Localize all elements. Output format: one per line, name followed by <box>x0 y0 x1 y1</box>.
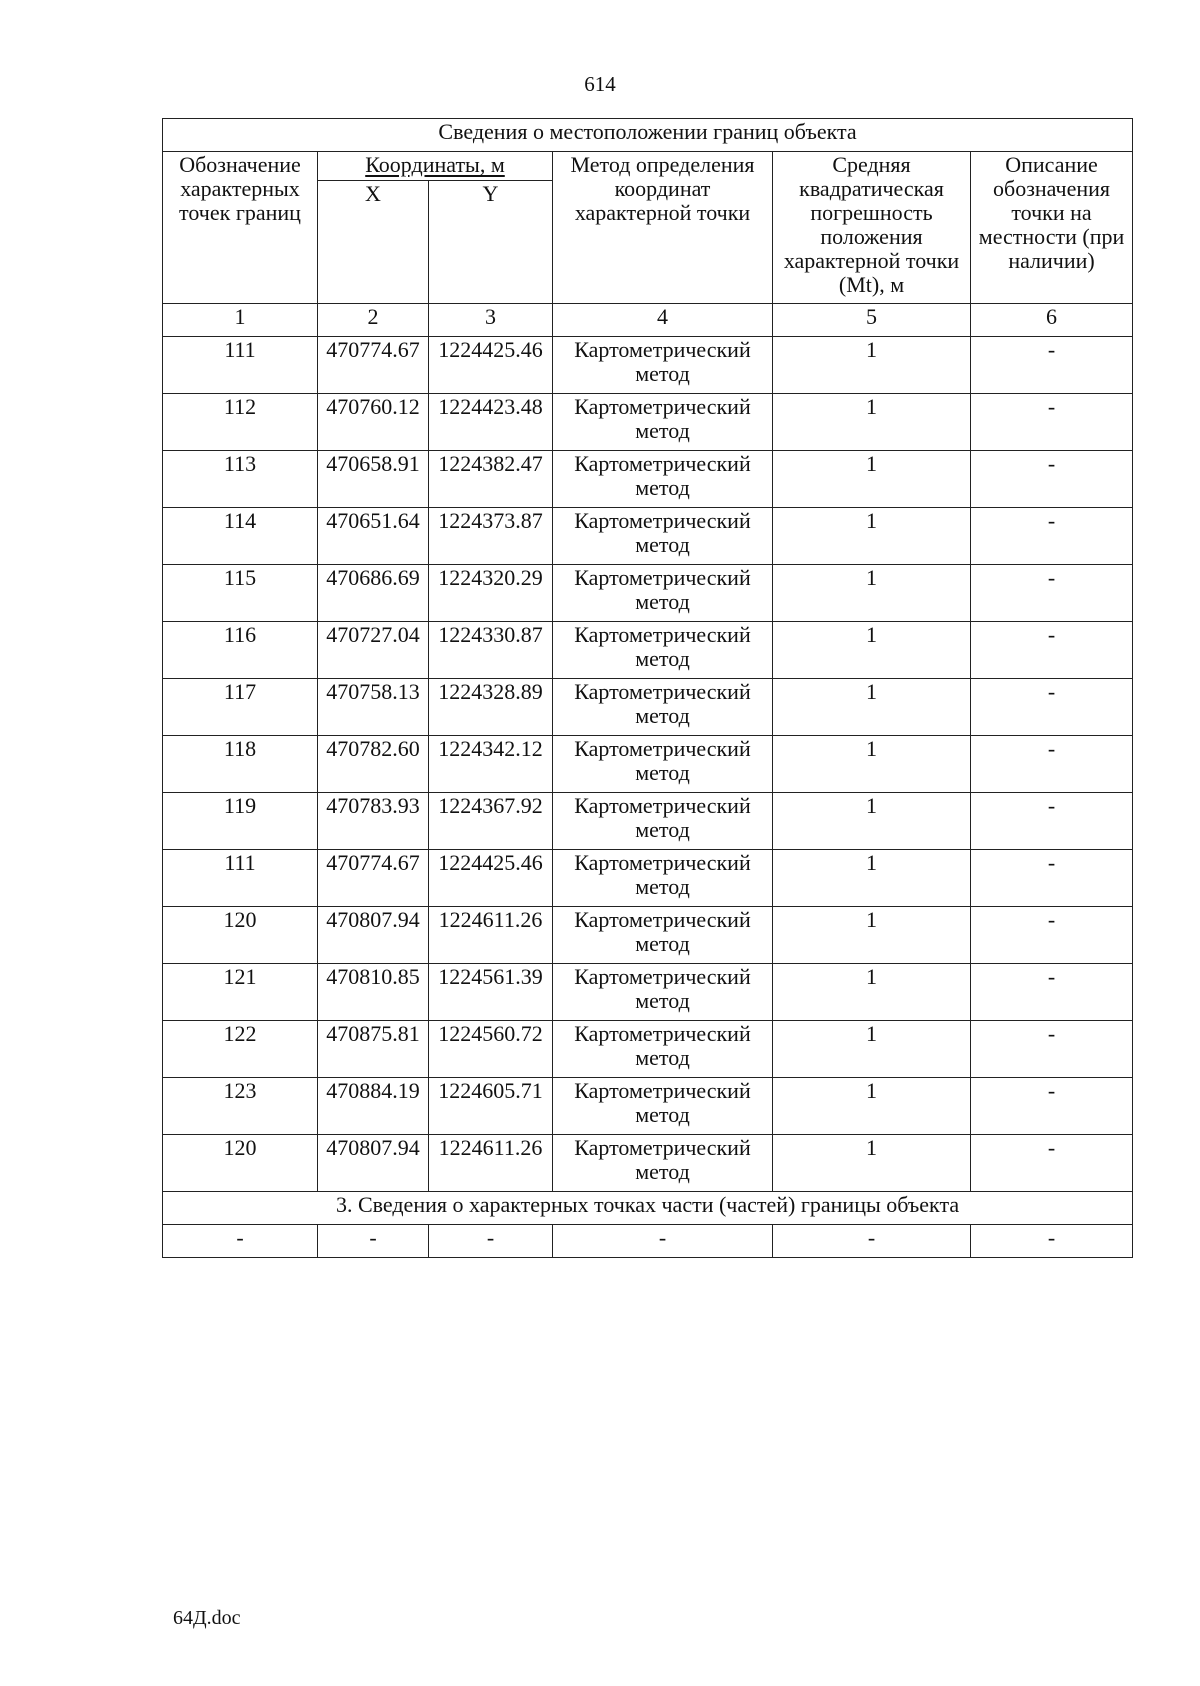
table-row <box>163 451 1133 508</box>
section-3-title: 3. Сведения о характерных точках части (частей) границы объекта <box>163 1192 1133 1225</box>
cell-point: 119 <box>163 793 318 850</box>
table-row <box>163 622 1133 679</box>
cell-method: Картометрический метод <box>553 394 773 451</box>
cell-point: 120 <box>163 907 318 964</box>
cell-x: 470782.60 <box>318 736 429 793</box>
section-3-cell: - <box>429 1225 553 1258</box>
cell-y: 1224611.26 <box>429 907 553 964</box>
header-error: Средняя квадратическая погрешность положения характерной точки (Mt), м <box>773 152 971 304</box>
cell-point: 111 <box>163 337 318 394</box>
column-number: 2 <box>318 304 429 337</box>
cell-description: - <box>971 850 1133 907</box>
section-3-row <box>163 1225 1133 1258</box>
cell-point: 111 <box>163 850 318 907</box>
cell-y: 1224330.87 <box>429 622 553 679</box>
cell-error: 1 <box>773 1135 971 1192</box>
cell-x: 470774.67 <box>318 850 429 907</box>
cell-x: 470884.19 <box>318 1078 429 1135</box>
cell-error: 1 <box>773 964 971 1021</box>
cell-y: 1224425.46 <box>429 850 553 907</box>
cell-description: - <box>971 736 1133 793</box>
cell-description: - <box>971 451 1133 508</box>
table-row <box>163 907 1133 964</box>
cell-error: 1 <box>773 622 971 679</box>
cell-method: Картометрический метод <box>553 451 773 508</box>
cell-error: 1 <box>773 907 971 964</box>
cell-error: 1 <box>773 394 971 451</box>
cell-point: 120 <box>163 1135 318 1192</box>
table-row <box>163 1078 1133 1135</box>
cell-x: 470783.93 <box>318 793 429 850</box>
cell-description: - <box>971 907 1133 964</box>
cell-x: 470807.94 <box>318 1135 429 1192</box>
cell-y: 1224423.48 <box>429 394 553 451</box>
section-3-cell: - <box>971 1225 1133 1258</box>
cell-x: 470760.12 <box>318 394 429 451</box>
cell-description: - <box>971 679 1133 736</box>
cell-x: 470774.67 <box>318 337 429 394</box>
cell-description: - <box>971 964 1133 1021</box>
cell-method: Картометрический метод <box>553 907 773 964</box>
section-3-cell: - <box>163 1225 318 1258</box>
cell-error: 1 <box>773 1021 971 1078</box>
cell-x: 470686.69 <box>318 565 429 622</box>
column-number: 3 <box>429 304 553 337</box>
table-row <box>163 736 1133 793</box>
cell-error: 1 <box>773 793 971 850</box>
cell-point: 116 <box>163 622 318 679</box>
cell-description: - <box>971 1021 1133 1078</box>
cell-error: 1 <box>773 736 971 793</box>
cell-method: Картометрический метод <box>553 337 773 394</box>
cell-error: 1 <box>773 451 971 508</box>
section-3-cell: - <box>773 1225 971 1258</box>
table-row <box>163 964 1133 1021</box>
column-number: 4 <box>553 304 773 337</box>
cell-point: 114 <box>163 508 318 565</box>
table-row <box>163 394 1133 451</box>
cell-method: Картометрический метод <box>553 964 773 1021</box>
cell-method: Картометрический метод <box>553 508 773 565</box>
cell-x: 470875.81 <box>318 1021 429 1078</box>
cell-y: 1224561.39 <box>429 964 553 1021</box>
cell-description: - <box>971 793 1133 850</box>
cell-point: 113 <box>163 451 318 508</box>
table-row <box>163 679 1133 736</box>
cell-method: Картометрический метод <box>553 793 773 850</box>
cell-point: 115 <box>163 565 318 622</box>
table-row <box>163 337 1133 394</box>
cell-point: 123 <box>163 1078 318 1135</box>
cell-point: 118 <box>163 736 318 793</box>
cell-description: - <box>971 1078 1133 1135</box>
cell-x: 470810.85 <box>318 964 429 1021</box>
cell-error: 1 <box>773 337 971 394</box>
cell-y: 1224611.26 <box>429 1135 553 1192</box>
cell-error: 1 <box>773 565 971 622</box>
cell-x: 470651.64 <box>318 508 429 565</box>
cell-point: 112 <box>163 394 318 451</box>
cell-y: 1224373.87 <box>429 508 553 565</box>
column-number-row <box>163 304 1133 337</box>
cell-point: 122 <box>163 1021 318 1078</box>
cell-x: 470758.13 <box>318 679 429 736</box>
cell-description: - <box>971 565 1133 622</box>
header-coordinates: Координаты, м <box>318 152 553 181</box>
cell-method: Картометрический метод <box>553 679 773 736</box>
cell-y: 1224320.29 <box>429 565 553 622</box>
cell-error: 1 <box>773 679 971 736</box>
cell-description: - <box>971 394 1133 451</box>
cell-method: Картометрический метод <box>553 1078 773 1135</box>
cell-point: 121 <box>163 964 318 1021</box>
header-description: Описание обозначения точки на местности (при наличии) <box>971 152 1133 304</box>
cell-method: Картометрический метод <box>553 622 773 679</box>
column-number: 6 <box>971 304 1133 337</box>
header-method: Метод определения координат характерной точки <box>553 152 773 304</box>
cell-method: Картометрический метод <box>553 736 773 793</box>
column-number: 5 <box>773 304 971 337</box>
table-row <box>163 1021 1133 1078</box>
cell-method: Картометрический метод <box>553 1021 773 1078</box>
header-x: X <box>318 181 429 304</box>
cell-y: 1224425.46 <box>429 337 553 394</box>
boundary-table <box>162 118 1133 1258</box>
cell-description: - <box>971 337 1133 394</box>
section-3-cell: - <box>553 1225 773 1258</box>
column-number: 1 <box>163 304 318 337</box>
cell-method: Картометрический метод <box>553 850 773 907</box>
cell-x: 470658.91 <box>318 451 429 508</box>
cell-error: 1 <box>773 1078 971 1135</box>
page-number: 614 <box>584 72 616 96</box>
cell-x: 470727.04 <box>318 622 429 679</box>
cell-description: - <box>971 508 1133 565</box>
cell-y: 1224328.89 <box>429 679 553 736</box>
cell-y: 1224605.71 <box>429 1078 553 1135</box>
table-row <box>163 793 1133 850</box>
section-3-cell: - <box>318 1225 429 1258</box>
cell-x: 470807.94 <box>318 907 429 964</box>
cell-error: 1 <box>773 508 971 565</box>
cell-description: - <box>971 622 1133 679</box>
table-title: Сведения о местоположении границ объекта <box>163 119 1133 152</box>
cell-point: 117 <box>163 679 318 736</box>
cell-method: Картометрический метод <box>553 565 773 622</box>
cell-error: 1 <box>773 850 971 907</box>
footer-filename: 64Д.doc <box>173 1607 241 1629</box>
table-row <box>163 508 1133 565</box>
cell-y: 1224367.92 <box>429 793 553 850</box>
cell-method: Картометрический метод <box>553 1135 773 1192</box>
header-point-designation: Обозначение характерных точек границ <box>163 152 318 304</box>
cell-description: - <box>971 1135 1133 1192</box>
table-row <box>163 1135 1133 1192</box>
cell-y: 1224560.72 <box>429 1021 553 1078</box>
table-row <box>163 850 1133 907</box>
cell-y: 1224382.47 <box>429 451 553 508</box>
cell-y: 1224342.12 <box>429 736 553 793</box>
header-y: Y <box>429 181 553 304</box>
table-row <box>163 565 1133 622</box>
